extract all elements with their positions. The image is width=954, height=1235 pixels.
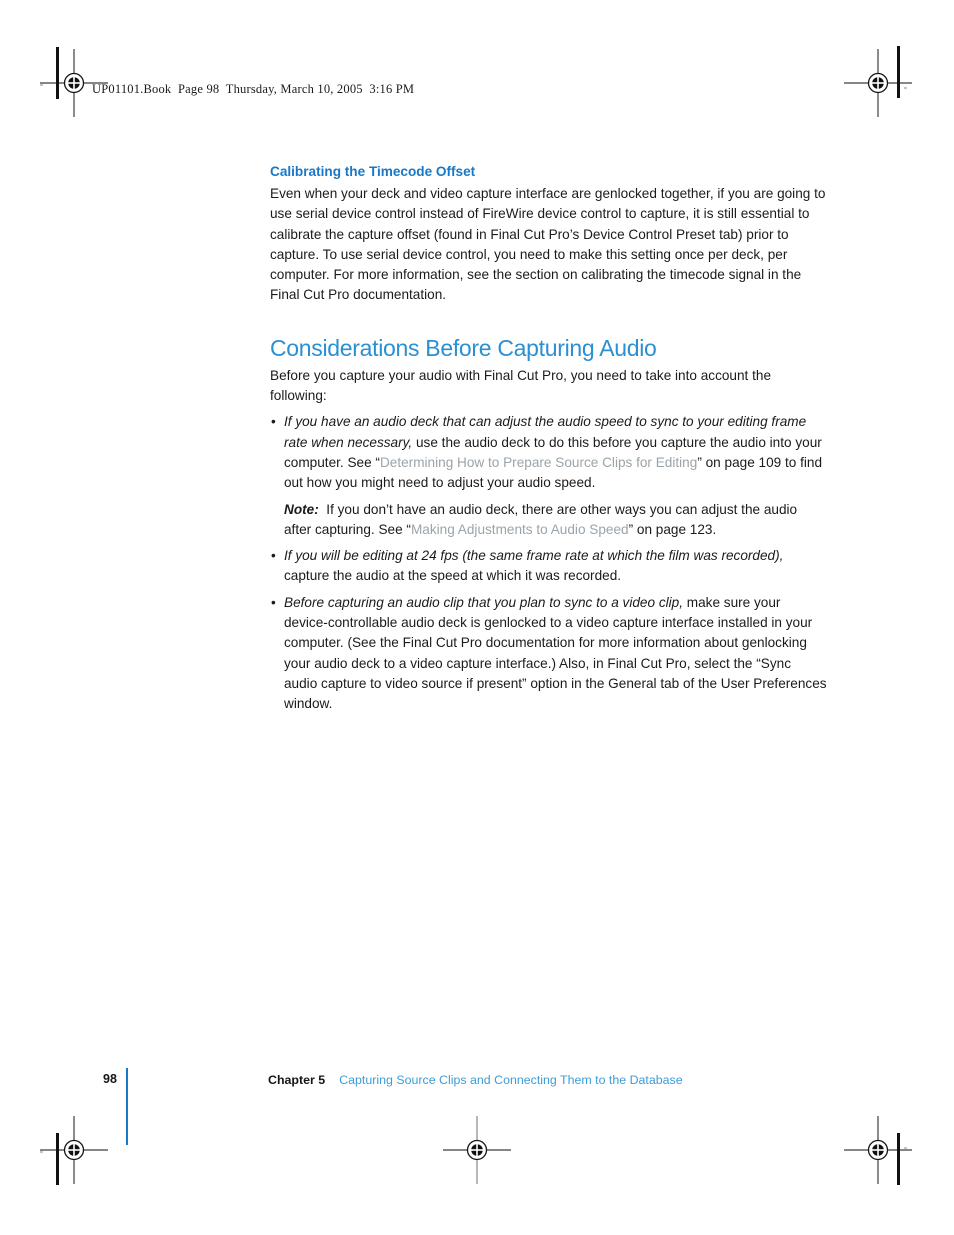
list-item-text (284, 548, 787, 583)
text-segment: If you will be editing at 24 fps (the same frame rate at which the film was recorded), (284, 548, 784, 564)
edge-tick-mark (40, 84, 43, 86)
note-paragraph (270, 500, 828, 541)
intro-paragraph: Before you capture your audio with Final Cut Pro, you need to take into account the following: (270, 367, 775, 404)
crop-mark-bar (56, 47, 59, 99)
crop-mark-bar (56, 1133, 59, 1185)
list-item-text (284, 595, 830, 711)
chapter-title-link[interactable]: Capturing Source Clips and Connecting Them to the Database (339, 1073, 683, 1087)
edge-tick-mark (904, 87, 907, 89)
edge-tick-mark (904, 1147, 907, 1149)
bullet-icon: • (271, 414, 276, 430)
cross-reference-link[interactable]: Making Adjustments to Audio Speed (410, 521, 629, 537)
text-segment: ” on page 123. (628, 521, 717, 537)
registration-mark-icon (36, 1112, 112, 1188)
text-segment: Before capturing an audio clip that you plan to sync to a video clip, (284, 594, 683, 610)
bullet-item (270, 412, 828, 493)
registration-mark-icon (840, 1112, 916, 1188)
text-segment: Note: (284, 501, 319, 517)
text-segment: If you have an audio deck that can adjust the audio speed to sync to your editing frame rate when necessary, (284, 414, 810, 450)
bullet-icon: • (271, 548, 276, 564)
text-segment: make sure your device-controllable audio deck is genlocked to a video capture interface installed in your computer. (See the Final Cut Pro documentation for more information about genlocking your audio deck to a video capture interface.) Also, in Final Cut Pro, select the “Sync audio capture to video source if present” option in the General tab of the User Preferences window. (284, 594, 831, 712)
crop-mark-bar (897, 1133, 900, 1185)
registration-mark-icon (840, 45, 916, 121)
registration-mark-icon (439, 1112, 515, 1188)
footer-chapter (268, 1073, 683, 1087)
subsection-heading: Calibrating the Timecode Offset (270, 164, 476, 179)
bullet-icon: • (271, 594, 276, 610)
page-number: 98 (103, 1072, 117, 1086)
text-segment: If you don’t have an audio deck, there are other ways you can adjust the audio after capturing. See “ (284, 501, 801, 537)
footer-rule (126, 1068, 128, 1145)
list-item-text (284, 414, 826, 490)
text-segment: ” on page 109 to find out how you might need to adjust your audio speed. (284, 454, 826, 491)
list-item-text (284, 502, 801, 537)
bullet-item (270, 593, 831, 715)
body-paragraph: Even when your deck and video capture interface are genlocked together, if you are going to use serial device control instead of FireWire device control to capture, it is still essential to calibrate the capture offset (found in Final Cut Pro’s Device Control Preset tab) prior to capture. To use serial device control, you need to make this setting once per deck, per computer. For more information, see the section on calibrating the timecode signal in the Final Cut Pro documentation. (270, 186, 830, 303)
print-slug-line: UP01101.Book Page 98 Thursday, March 10, 2005 3:16 PM (92, 82, 415, 96)
page-content (270, 162, 831, 715)
text-segment: capture the audio at the speed at which it was recorded. (284, 548, 788, 584)
section-heading: Considerations Before Capturing Audio (270, 334, 657, 361)
cross-reference-link[interactable]: Determining How to Prepare Source Clips for Editing (379, 454, 698, 470)
bullet-item (270, 546, 828, 587)
text-segment: use the audio deck to do this before you capture the audio into your computer. See “ (284, 434, 826, 470)
crop-mark-bar (897, 46, 900, 98)
edge-tick-mark (40, 1151, 43, 1153)
chapter-label: Chapter 5 (268, 1073, 326, 1087)
considerations-list (270, 412, 831, 714)
